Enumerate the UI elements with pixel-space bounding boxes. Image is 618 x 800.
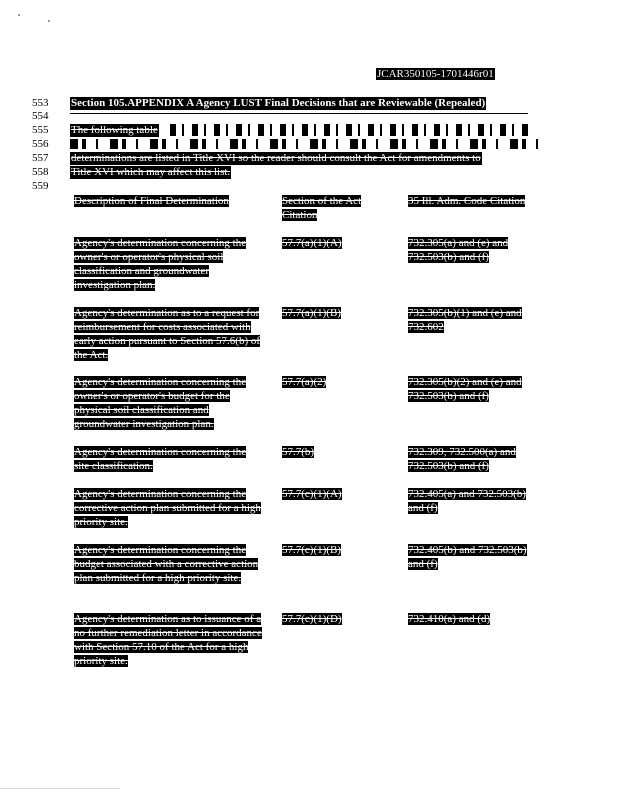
table-row-3-code: 732.305(b)(2) and (e) and 732.503(b) and (f) [408,376,522,402]
line-number: 557 [32,152,49,164]
table-row-7-code: 732.410(a) and (d) [408,613,491,625]
line-number: 556 [32,138,49,150]
table-row-6-description: Agency's determination concerning the budget associated with a corrective action plan submitted for a high priority site. [74,544,259,584]
table-row-7-act: 57.7(c)(1)(D) [282,613,342,625]
scan-speck [48,20,50,22]
line-number: 555 [32,124,49,136]
table-header-act-section: Section of the Act Citation [282,195,362,221]
redacted-text [70,139,540,149]
table-row-6-code: 732.405(b) and 732.503(b) and (f) [408,544,527,570]
table-row-2-description: Agency's determination as to a request for reimbursement for costs associated with early action pursuant to Section 57.6(b) of the Act. [74,307,261,361]
line-number: 559 [32,180,49,192]
line-number: 558 [32,166,49,178]
intro-line-3: Title XVI which may affect this list. [71,166,231,178]
table-row-1-act: 57.7(a)(1)(A) [282,237,342,249]
table-header-description: Description of Final Determination [74,195,229,207]
table-row-6-act: 57.7(c)(1)(B) [282,544,341,556]
table-row-5-description: Agency's determination concerning the corrective action plan submitted for a high priority site. [74,488,261,528]
table-row-4-code: 732.309, 732.500(a) and 732.503(b) and (f) [408,446,516,472]
table-row-5-code: 732.405(a) and 732.503(b) and (f) [408,488,526,514]
scan-edge [0,788,120,789]
intro-line-2: determinations are listed in Title XVI so the reader should consult the Act for amendments to [71,152,481,164]
line-number: 554 [32,110,49,122]
table-row-3-act: 57.7(a)(2) [282,376,327,388]
scan-speck [18,14,20,16]
table-header-code-citation: 35 Ill. Adm. Code Citation [408,195,526,207]
table-row-1-description: Agency's determination concerning the owner's or operator's physical soil classification and groundwater investigation plan. [74,237,247,291]
intro-line-1: The following table [71,124,158,136]
line-number: 553 [32,97,49,109]
section-title: Section 105.APPENDIX A Agency LUST Final Decisions that are Reviewable (Repealed) [71,97,486,109]
table-row-2-act: 57.7(a)(1)(B) [282,307,341,319]
title-rule [70,113,528,114]
table-row-5-act: 57.7(c)(1)(A) [282,488,342,500]
document-code: JCAR350105-1701446r01 [377,68,494,80]
table-row-3-description: Agency's determination concerning the owner's or operator's budget for the physical soil classification and groundwater investigation plan. [74,376,247,430]
table-row-4-description: Agency's determination concerning the site classification. [74,446,247,472]
table-row-1-code: 732.305(a) and (e) and 732.503(b) and (f) [408,237,509,263]
table-row-7-description: Agency's determination as to issuance of a no further remediation letter in accordance with Section 57.10 of the Act for a high priority site. [74,613,262,667]
table-row-4-act: 57.7(b) [282,446,315,458]
table-row-2-code: 732.305(b)(1) and (e) and 732.602 [408,307,522,333]
redacted-text [170,124,530,136]
